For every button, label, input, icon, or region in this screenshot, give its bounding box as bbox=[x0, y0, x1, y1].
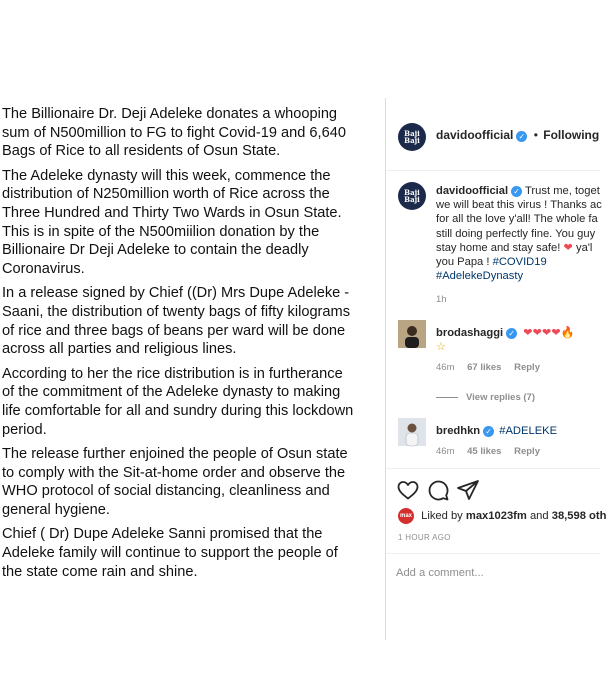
avatar-logo-text: Baji Baji bbox=[404, 188, 420, 204]
avatar[interactable] bbox=[398, 320, 426, 348]
comment-likes[interactable]: 45 likes bbox=[467, 446, 502, 457]
article-text bbox=[2, 105, 374, 587]
hashtag-link[interactable]: #COVID19 bbox=[492, 256, 547, 269]
verified-badge-icon: ✓ bbox=[483, 426, 494, 437]
caption-username[interactable]: davidoofficial bbox=[436, 185, 509, 197]
add-comment-input[interactable] bbox=[396, 565, 592, 581]
hashtag-link[interactable]: #ADELEKE bbox=[499, 425, 558, 437]
verified-badge-icon: ✓ bbox=[511, 186, 522, 197]
liked-by-others[interactable]: 38,598 oth bbox=[551, 509, 606, 522]
verified-badge-icon: ✓ bbox=[506, 328, 517, 339]
add-comment-divider bbox=[386, 553, 600, 554]
article-paragraph: The Billionaire Dr. Deji Adeleke donates a whooping sum of N500million to FG to fight Covid-19 and 6,640 Bags of Rice to all residents of Osun State. bbox=[2, 106, 346, 160]
comment-username[interactable]: brodashaggi bbox=[436, 327, 504, 339]
verified-badge-icon: ✓ bbox=[516, 131, 527, 142]
comment-likes[interactable]: 67 likes bbox=[467, 362, 502, 373]
comment-emojis: ❤❤❤❤🔥 bbox=[523, 327, 575, 339]
comment-body bbox=[436, 424, 606, 438]
comment-body bbox=[436, 326, 606, 354]
following-button[interactable]: Following bbox=[543, 128, 600, 142]
view-replies-button[interactable]: View replies (7) bbox=[436, 392, 535, 403]
post-header bbox=[386, 98, 600, 171]
avatar[interactable] bbox=[398, 123, 426, 151]
article-paragraph: Chief ( Dr) Dupe Adeleke Sanni promised that the Adeleke family will continue to support the people of the state come rain and shine. bbox=[2, 526, 338, 580]
comment-icon[interactable] bbox=[426, 478, 450, 502]
article-paragraph: According to her the rice distribution is in furtherance of the commitment of the Adeleke dynasty to making life comfortable for all and sundry during this lockdown period. bbox=[2, 365, 354, 438]
person-avatar-icon bbox=[398, 418, 426, 446]
reply-button[interactable]: Reply bbox=[514, 362, 540, 373]
avatar-logo-text: Baji Baji bbox=[404, 129, 420, 145]
actions-divider bbox=[386, 468, 600, 469]
article-paragraph: The Adeleke dynasty will this week, commence the distribution of N250million worth of Rice across the Three Hundred and Thirty Two Wards in Osun State. This is in spite of the N500miilion donation by the Billionaire Dr Deji Adeleke to contain the deadly Coronavirus. bbox=[2, 167, 342, 277]
article-paragraph: The release further enjoined the people of Osun state to comply with the Sit-at-home order and observe the WHO protocol of social distancing, cleanliness and general hygiene. bbox=[2, 446, 348, 518]
avatar[interactable] bbox=[398, 182, 426, 210]
hashtag-link[interactable]: #AdelekeDynasty bbox=[436, 270, 524, 283]
avatar[interactable] bbox=[398, 418, 426, 446]
heart-icon[interactable] bbox=[396, 478, 420, 502]
instagram-post-panel bbox=[386, 98, 606, 640]
comment-meta bbox=[436, 446, 550, 457]
caption-time: 1h bbox=[436, 294, 447, 306]
liked-by-user[interactable]: max1023fm bbox=[465, 509, 527, 522]
comment-time: 46m bbox=[436, 362, 455, 373]
comment-username[interactable]: bredhkn bbox=[436, 425, 481, 437]
post-header-line bbox=[436, 128, 599, 142]
comment-time: 46m bbox=[436, 446, 455, 457]
mini-avatar[interactable]: max bbox=[398, 508, 414, 524]
replies-dash bbox=[436, 397, 458, 398]
post-timestamp[interactable]: 1 HOUR AGO bbox=[398, 533, 451, 542]
liked-by: max Liked by max1023fm and 38,598 oth bbox=[398, 508, 606, 524]
separator-dot: • bbox=[533, 128, 538, 142]
post-username[interactable]: davidoofficial bbox=[436, 128, 514, 142]
comment-meta bbox=[436, 362, 550, 373]
person-avatar-icon bbox=[398, 320, 426, 348]
red-heart-emoji: ❤ bbox=[563, 241, 573, 254]
caption-text: davidoofficial ✓ Trust me, toget we will beat this virus ! Thanks ac for all the love y'all! The whole fa still doing perfectly fine. You guy stay home and stay safe! ❤ ya'l you Papa ! #COVID19 #AdelekeDynasty 1h bbox=[436, 184, 606, 308]
share-icon[interactable] bbox=[456, 478, 480, 502]
article-paragraph: In a release signed by Chief ((Dr) Mrs Dupe Adeleke - Saani, the distribution of twenty bags of fifty kilograms of rice and three bags of beans per ward will be done across all parties and religious lines. bbox=[2, 285, 350, 358]
reply-button[interactable]: Reply bbox=[514, 446, 540, 457]
star-emoji: ☆ bbox=[436, 341, 447, 353]
